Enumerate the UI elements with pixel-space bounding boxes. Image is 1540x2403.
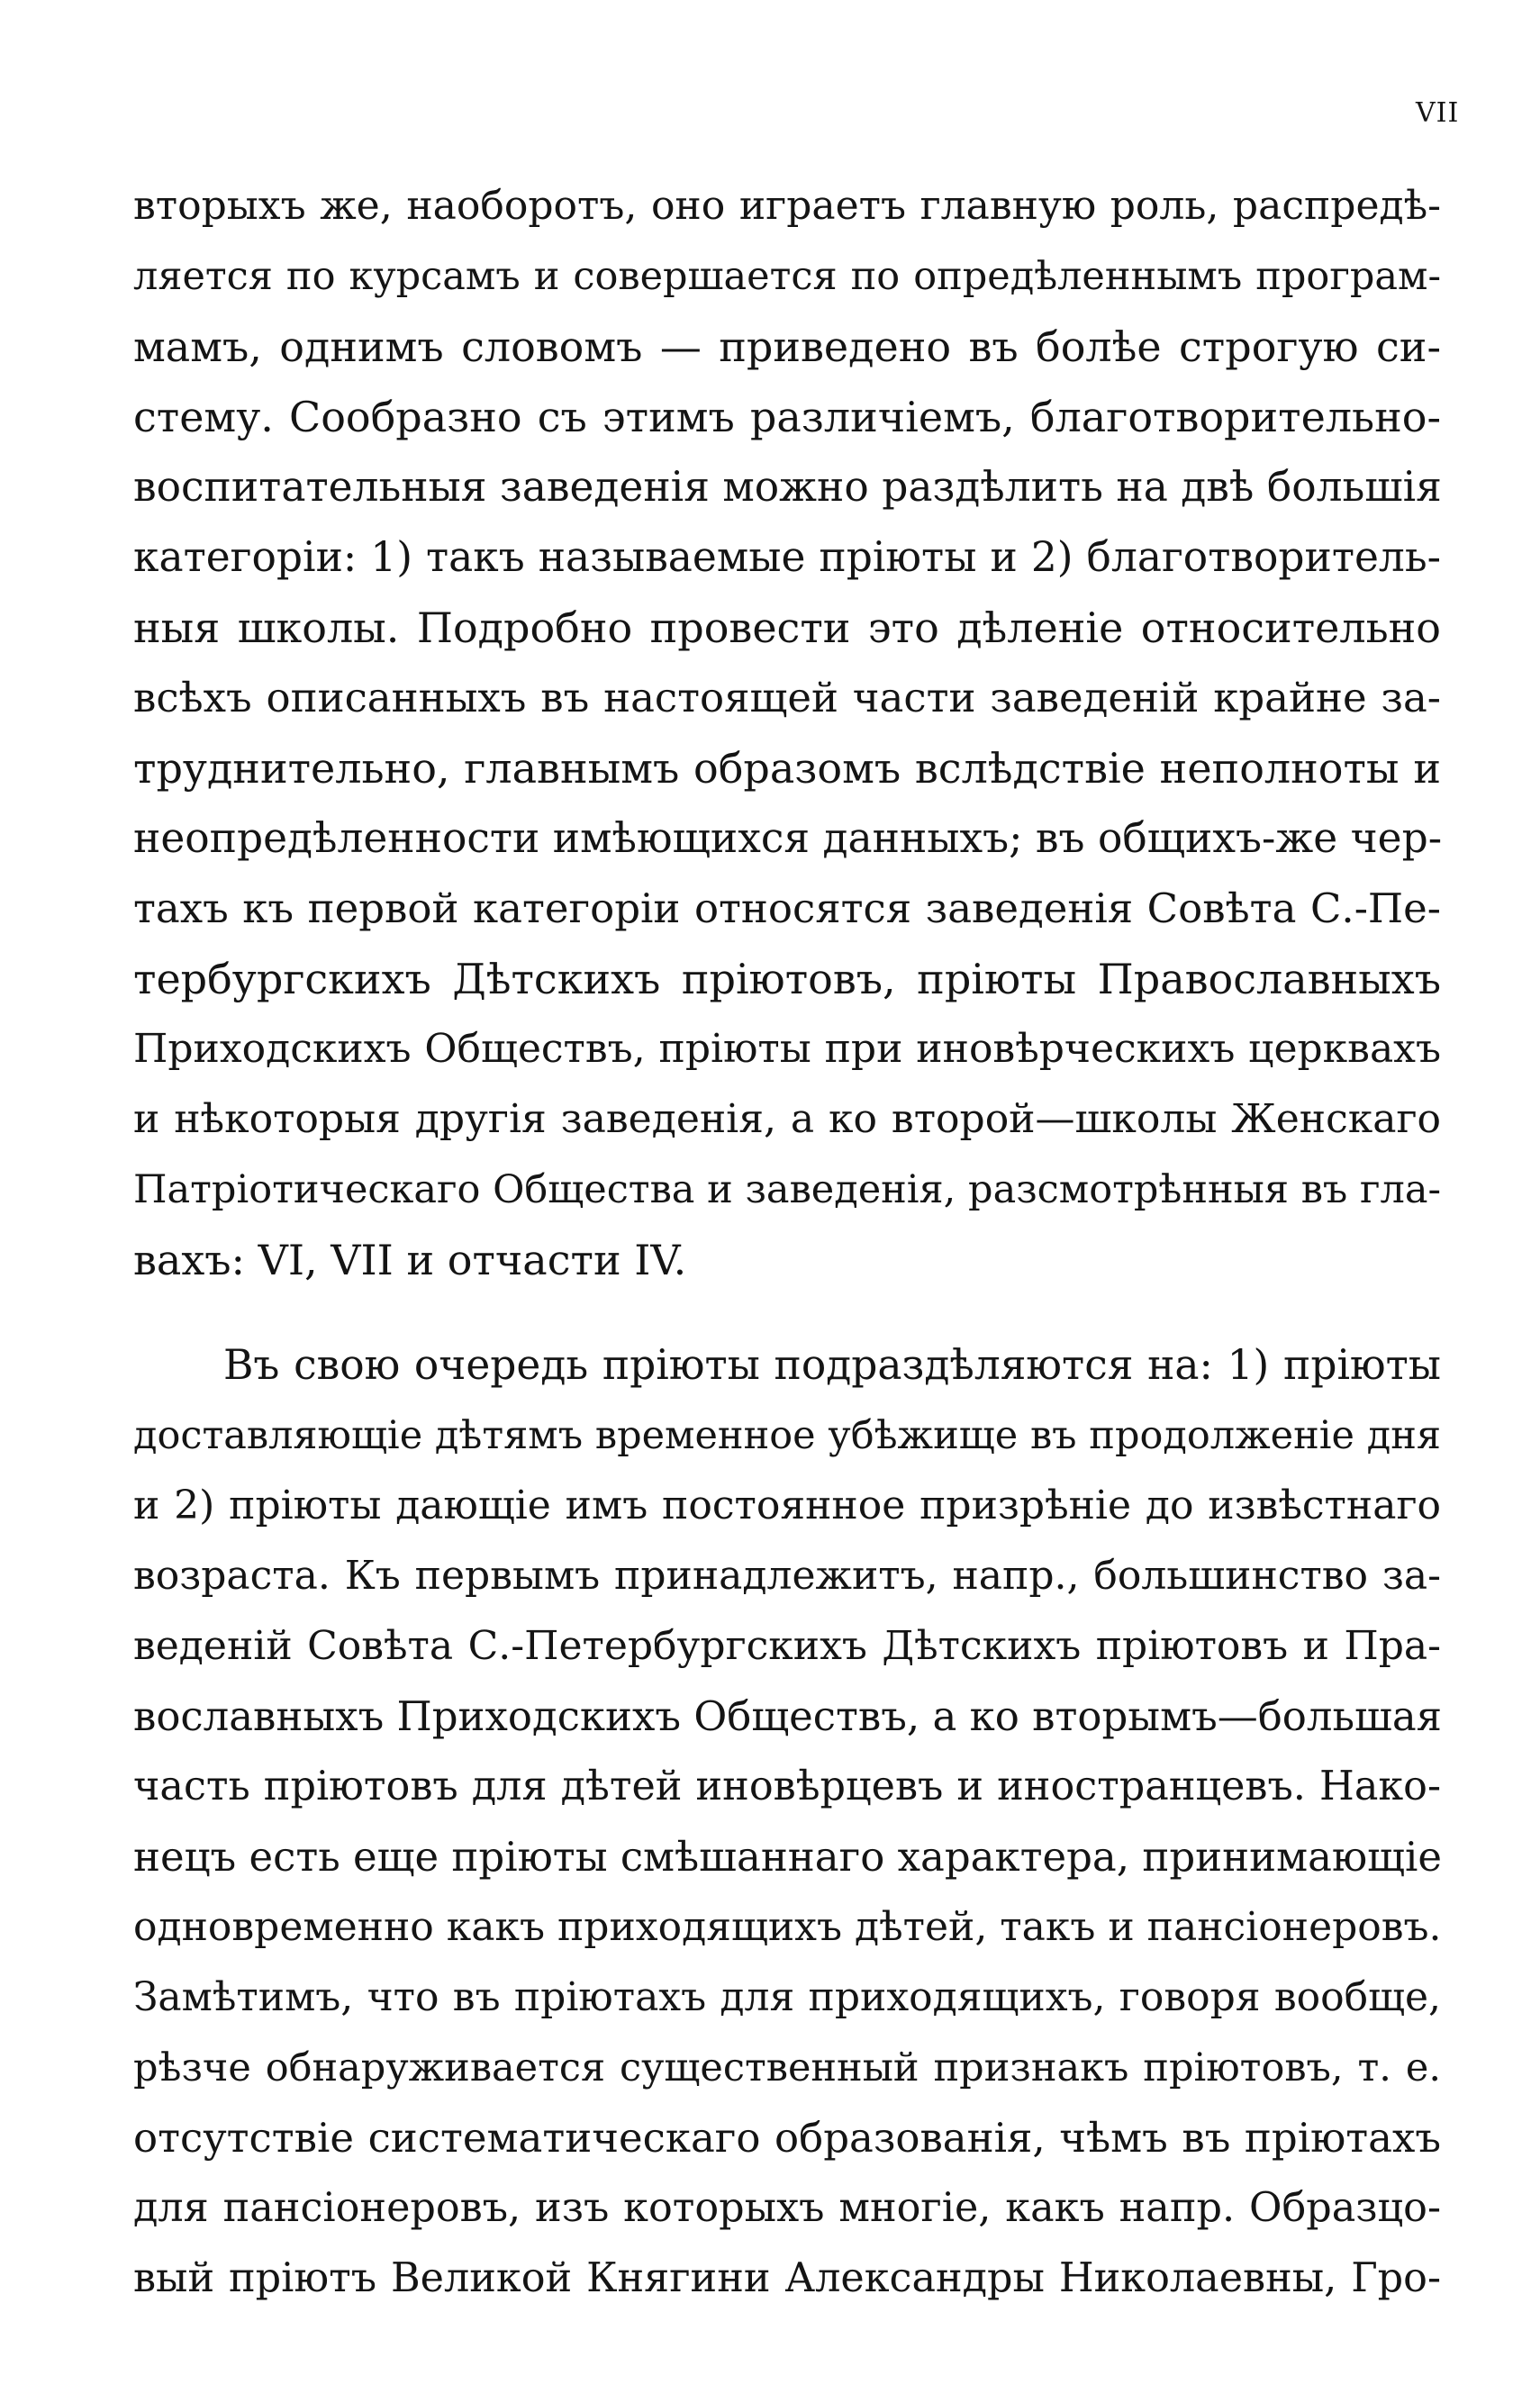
text-line: тахъ къ первой категоріи относятся заведенія Совѣта С.-Пе- <box>133 884 1441 932</box>
text-line: воспитательныя заведенія можно раздѣлить на двѣ большія <box>133 463 1442 511</box>
text-line: всѣхъ описанныхъ въ настоящей части заведеній крайне за- <box>133 674 1441 721</box>
text-line: вославныхъ Приходскихъ Обществъ, а ко вторымъ—большая <box>133 1692 1443 1740</box>
text-line: веденій Совѣта С.-Петербургскихъ Дѣтскихъ пріютовъ и Пра- <box>133 1623 1441 1669</box>
text-line: труднительно, главнымъ образомъ вслѣдствіе неполноты и <box>133 744 1441 793</box>
text-line: и нѣкоторыя другія заведенія, а ко второй—школы Женскаго <box>133 1096 1441 1142</box>
page-number: VII <box>1416 97 1460 129</box>
text-line: ляется по курсамъ и совершается по опредѣленнымъ програм- <box>133 254 1441 299</box>
text-line: неопредѣленности имѣющихся данныхъ; въ общихъ-же чер- <box>133 814 1443 862</box>
text-line: часть пріютовъ для дѣтей иновѣрцевъ и иностранцевъ. Нако- <box>133 1764 1441 1809</box>
text-line: Замѣтимъ, что въ пріютахъ для приходящихъ, говоря вообще, <box>133 1974 1441 2020</box>
text-line: отсутствіе систематическаго образованія, чѣмъ въ пріютахъ <box>133 2114 1441 2162</box>
text-line: для пансіонеровъ, изъ которыхъ многіе, какъ напр. Образцо- <box>133 2185 1441 2231</box>
text-line: рѣзче обнаруживается существенный признакъ пріютовъ, т. е. <box>133 2045 1441 2090</box>
text-line: одновременно какъ приходящихъ дѣтей, такъ и пансіонеровъ. <box>133 1904 1442 1950</box>
text-line: Патріотическаго Общества и заведенія, разсмотрѣнныя въ гла- <box>133 1167 1441 1212</box>
text-line: вый пріютъ Великой Княгини Александры Николаевны, Гро- <box>133 2255 1441 2301</box>
text-line: тербургскихъ Дѣтскихъ пріютовъ, пріюты Православныхъ <box>133 955 1441 1003</box>
text-line: доставляющіе дѣтямъ временное убѣжище въ продолженіе дня <box>133 1413 1441 1458</box>
text-line: Въ свою очередь пріюты подраздѣляются на: 1) пріюты <box>223 1341 1441 1389</box>
text-line: и 2) пріюты дающіе имъ постоянное призрѣніе до извѣстнаго <box>133 1483 1441 1528</box>
text-line: стему. Сообразно съ этимъ различіемъ, благотворительно- <box>133 393 1441 441</box>
text-line: Приходскихъ Обществъ, пріюты при иновѣрческихъ церквахъ <box>133 1026 1441 1072</box>
text-line: категоріи: 1) такъ называемые пріюты и 2) благотворитель- <box>133 533 1441 581</box>
text-line: ныя школы. Подробно провести это дѣленіе относительно <box>133 603 1441 652</box>
paragraph-1 <box>133 171 1441 1295</box>
text-line: вторыхъ же, наоборотъ, оно играетъ главную роль, распредѣ- <box>133 183 1441 229</box>
text-line: мамъ, однимъ словомъ — приведено въ болѣе строгую си- <box>133 322 1441 371</box>
text-line: нецъ есть еще пріюты смѣшаннаго характера, принимающіе <box>133 1833 1442 1881</box>
text-line: вахъ: VI, VII и отчасти IV. <box>133 1236 687 1284</box>
paragraph-2 <box>133 1330 1441 2314</box>
text-line: возраста. Къ первымъ принадлежитъ, напр., большинство за- <box>133 1553 1441 1599</box>
